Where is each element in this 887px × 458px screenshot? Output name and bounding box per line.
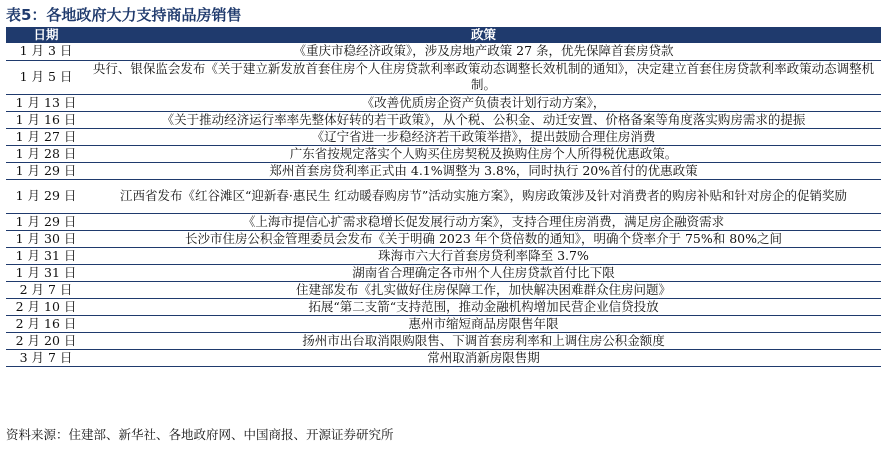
table-row [6,60,881,94]
cell-date: 1 月 28 日 [6,145,86,162]
cell-date: 3 月 7 日 [6,349,86,366]
source-note: 资料来源：住建部、新华社、各地政府网、中国商报、开源证券研究所 [6,427,394,442]
table-row [6,94,881,111]
table-row [6,145,881,162]
cell-date: 2 月 20 日 [6,332,86,349]
table-row [6,298,881,315]
cell-policy: 拓展“第二支箭“支持范围，推动金融机构增加民营企业信贷投放 [86,298,881,315]
table-row [6,349,881,366]
cell-policy: 惠州市缩短商品房限售年限 [86,315,881,332]
table-row [6,162,881,179]
cell-policy: 江西省发布《红谷滩区“迎新春·惠民生 红动暖春购房节”活动实施方案》，购房政策涉及针对消费者的购房补贴和针对房企的促销奖励 [86,179,881,213]
cell-policy: 《上海市提信心扩需求稳增长促发展行动方案》，支持合理住房消费，满足房企融资需求 [86,213,881,230]
cell-policy: 央行、银保监会发布《关于建立新发放首套住房个人住房贷款利率政策动态调整长效机制的通知》，决定建立首套住房贷款利率政策动态调整机制。 [86,60,881,94]
table-row [6,281,881,298]
cell-policy: 湖南省合理确定各市州个人住房贷款首付比下限 [86,264,881,281]
cell-date: 1 月 13 日 [6,94,86,111]
header-policy: 政策 [86,27,881,43]
table-header-row [6,27,881,43]
cell-date: 1 月 31 日 [6,264,86,281]
cell-policy: 常州取消新房限售期 [86,349,881,366]
cell-policy: 长沙市住房公积金管理委员会发布《关于明确 2023 年个贷倍数的通知》，明确个贷率介于 75%和 80%之间 [86,230,881,247]
cell-date: 1 月 30 日 [6,230,86,247]
table-row [6,315,881,332]
cell-date: 1 月 27 日 [6,128,86,145]
cell-date: 1 月 5 日 [6,60,86,94]
cell-policy: 珠海市六大行首套房贷利率降至 3.7% [86,247,881,264]
table-row [6,230,881,247]
table-row [6,128,881,145]
table-row [6,264,881,281]
table-title: 表5：各地政府大力支持商品房销售 [6,6,242,24]
table-row [6,332,881,349]
cell-date: 2 月 16 日 [6,315,86,332]
cell-policy: 郑州首套房贷利率正式由 4.1%调整为 3.8%，同时执行 20%首付的优惠政策 [86,162,881,179]
header-date: 日期 [6,27,86,43]
cell-policy: 《重庆市稳经济政策》，涉及房地产政策 27 条，优先保障首套房贷款 [86,43,881,60]
cell-policy: 广东省按规定落实个人购买住房契税及换购住房个人所得税优惠政策。 [86,145,881,162]
cell-date: 1 月 29 日 [6,162,86,179]
cell-policy: 《辽宁省进一步稳经济若干政策举措》，提出鼓励合理住房消费 [86,128,881,145]
cell-policy: 《关于推动经济运行率率先整体好转的若干政策》，从个税、公积金、动迁安置、价格备案等角度落实购房需求的提振 [86,111,881,128]
cell-policy: 住建部发布《扎实做好住房保障工作，加快解决困难群众住房问题》 [86,281,881,298]
cell-date: 2 月 7 日 [6,281,86,298]
cell-date: 1 月 29 日 [6,179,86,213]
cell-date: 1 月 29 日 [6,213,86,230]
cell-date: 2 月 10 日 [6,298,86,315]
policy-table [6,27,881,367]
table-row [6,213,881,230]
table-row [6,43,881,60]
cell-date: 1 月 3 日 [6,43,86,60]
table-row [6,247,881,264]
cell-date: 1 月 16 日 [6,111,86,128]
cell-date: 1 月 31 日 [6,247,86,264]
cell-policy: 扬州市出台取消限购限售、下调首套房利率和上调住房公积金额度 [86,332,881,349]
table-row [6,179,881,213]
table-row [6,111,881,128]
cell-policy: 《改善优质房企资产负债表计划行动方案》， [86,94,881,111]
